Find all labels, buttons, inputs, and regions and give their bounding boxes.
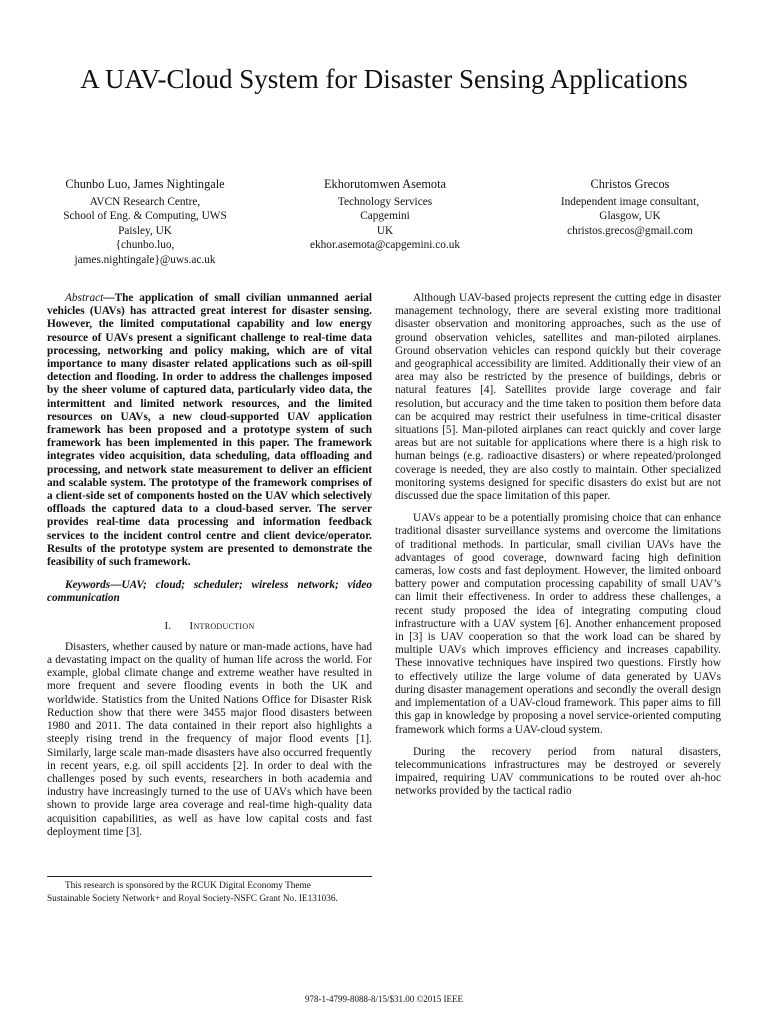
body-paragraph: Although UAV-based projects represent the cutting edge in disaster management technology, there are several existing more traditional disaster observation and monitoring approaches, such as the use of ground observation vehicles, satellites and man-piloted airplanes. Ground observation vehicles can respond quickly but their coverage and geographical accessibility are limited. Additionally their view of an area may also be restricted by the presence of buildings, debris or natural features [4]. Satellites provide large coverage and fair resolution, but accuracy and the time taken to position them before data can be acquired may restrict their usefulness in time-critical disaster situations [5]. Man-piloted airplanes can react quickly and cover large areas but are not suitable for applications where there is a high risk to human beings (e.g. radioactive disasters) or where repeated/prolonged coverage is needed, they are also costly to maintain. Other specialized monitoring systems designed for specific disasters do exist but are not discussed due the space limitation of this paper. [395,292,721,503]
footnote-divider [47,876,372,877]
author-affiliation-line: Glasgow, UK [599,210,661,223]
body-paragraph: UAVs appear to be a potentially promising choice that can enhance traditional disaster surveillance systems and overcome the limitations of traditional methods. In particular, small civilian UAVs have the advantages of good coverage, downward facing high definition cameras, low costs and fast deployment. However, the limited onboard battery power and computation processing capability of small UAV’s can limit their effectiveness. In order to address these challenges, a recent study proposed the idea of integrating computing cloud infrastructure with a UAV system [6]. Another enhancement proposed in [3] is UAV cooperation so that the work load can be shared by multiple UAVs which improves efficiency and increases capability. These innovative techniques have inspired two questions. Firstly how to effectively utilize the large volume of data generated by UAVs during disaster management operations and secondly the overall design and implementation of a UAV-cloud framework. This paper aims to fill this gap in knowledge by proposing a novel service-oriented computing framework which forms a UAV-cloud system. [395,512,721,736]
footnote [47,880,377,905]
author-email: {chunbo.luo, [115,239,175,252]
footnote-line: This research is sponsored by the RCUK Digital Economy Theme [65,881,311,891]
author-block-2 [275,176,495,253]
author-block-3 [515,176,745,238]
footnote-line: Sustainable Society Network+ and Royal Society-NSFC Grant No. IE131036. [47,893,338,904]
author-affiliation-line: School of Eng. & Computing, UWS [63,210,227,223]
author-affiliation-line: Capgemini [360,210,410,223]
author-affiliation-line: Paisley, UK [118,224,172,237]
author-name: Ekhorutomwen Asemota [324,177,446,191]
author-affiliation-line: Independent image consultant, [560,196,700,208]
section-heading [47,620,372,633]
right-column [395,292,721,799]
copyright-notice: 978-1-4799-8088-8/15/$31.00 ©2015 IEEE [304,994,464,1004]
abstract-label: Abstract [65,292,104,304]
abstract [47,292,372,569]
author-affiliation-line: Technology Services [337,196,433,208]
intro-paragraph: Disasters, whether caused by nature or man-made actions, have had a devastating impact on the quality of human life across the world. For example, global climate change and extreme weather have resulted in more frequent and severe flooding events in both the UK and worldwide. Statistics from the United Nations Office for Disaster Risk Reduction show that there were 3455 major flood disasters between 1980 and 2011. The data contained in their report also highlights a steeply rising trend in the frequency of major flood events [1]. Similarly, large scale man-made disasters have also occurred frequently in recent years, e.g. oil spill accidents [2]. In order to deal with the challenges posed by such events, researchers in both academia and industry have increasingly turned to the use of UAVs which have been shown to provide large area coverage and real-time high-quality data acquisition capabilities, as well as have low capital costs and fast deployment time [3]. [47,640,372,838]
author-email: james.nightingale}@uws.ac.uk [74,253,216,266]
author-name: Christos Grecos [590,177,670,191]
body-paragraph: During the recovery period from natural disasters, telecommunications infrastructures may be destroyed or severely impaired, requiring UAV communications to be routed over ah-hoc networks provided by the tactical radio [395,745,721,798]
author-affiliation-line: UK [376,224,394,237]
section-title: Introduction [189,619,255,632]
author-block-1 [30,176,260,267]
abstract-text: —The application of small civilian unmanned aerial vehicles (UAVs) has attracted great interest for disaster sensing. However, the limited computational capability and low energy resource of UAVs present a significant challenge to real-time data processing, networking and policy making, which are of vital importance to many disaster related applications such as oil-spill detection and flooding. In order to address the challenges imposed by the sheer volume of captured data, particularly video data, the intermittent and limited network resources, and the limited resources on UAVs, a new cloud-supported UAV application framework has been proposed and a prototype system of such framework has been implemented in this paper. The framework integrates video acquisition, data scheduling, data offloading and processing, and network state measurement to deliver an efficient and scalable system. The prototype of the framework comprises of a client-side set of components hosted on the UAV which selectively offloads the captured data to a cloud-based server. The server provides real-time data processing and information feedback services to the incident control centre and client device/operator. Results of the prototype system are presented to demonstrate the feasibility of such framework. [47,292,372,569]
author-email: christos.grecos@gmail.com [567,224,693,237]
keywords: Keywords—UAV; cloud; scheduler; wireless network; video communication [47,579,372,605]
author-email: ekhor.asemota@capgemini.co.uk [310,239,460,252]
author-name: Chunbo Luo, James Nightingale [65,177,225,191]
paper-title: A UAV-Cloud System for Disaster Sensing Applications [80,64,688,94]
section-number: I. [164,619,172,632]
author-affiliation-line: AVCN Research Centre, [89,196,201,208]
left-column [47,292,372,839]
